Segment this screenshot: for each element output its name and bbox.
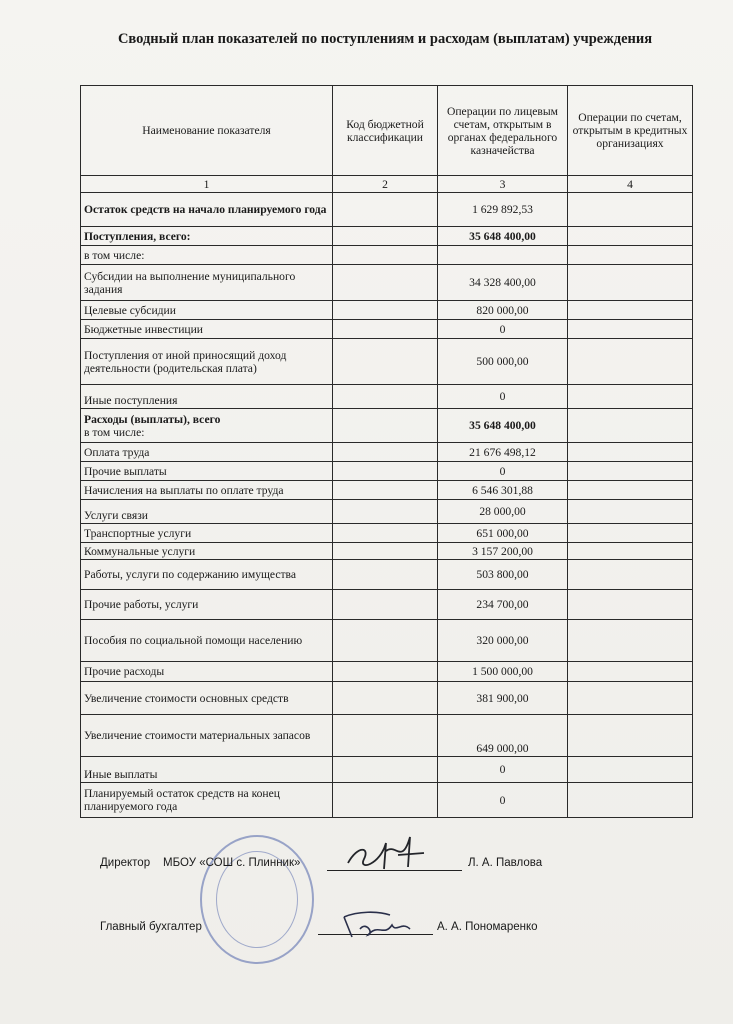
accountant-name: А. А. Пономаренко [437,921,538,933]
row-treasury-value: 0 [438,320,568,339]
table-row [81,757,693,783]
row-name: Иные выплаты [81,757,333,783]
row-code [333,524,438,543]
table-row [81,783,693,818]
table-row [81,481,693,500]
row-treasury-value: 649 000,00 [438,715,568,757]
row-code [333,301,438,320]
row-name-bold: Поступления, всего: [84,229,191,243]
row-credit-value [568,481,693,500]
row-credit-value [568,715,693,757]
header-credit: Операции по счетам, открытым в кредитных организациях [568,86,693,176]
table-row [81,193,693,227]
row-name: Работы, услуги по содержанию имущества [81,560,333,590]
column-number-row [81,176,693,193]
table-row [81,385,693,409]
row-treasury-value: 35 648 400,00 [438,409,568,443]
row-name: Увеличение стоимости основных средств [81,682,333,715]
row-code [333,543,438,560]
row-treasury-value: 381 900,00 [438,682,568,715]
row-name: Увеличение стоимости материальных запасов [81,715,333,757]
table-row [81,265,693,301]
row-code [333,715,438,757]
row-credit-value [568,620,693,662]
row-code [333,662,438,682]
row-name: Поступления от иной приносящий доход деятельности (родительская плата) [81,339,333,385]
row-credit-value [568,543,693,560]
director-role: Директор [100,857,151,869]
table-row [81,462,693,481]
row-code [333,339,438,385]
row-name: Пособия по социальной помощи населению [81,620,333,662]
table-row [81,320,693,339]
row-credit-value [568,409,693,443]
row-treasury-value: 503 800,00 [438,560,568,590]
header-treasury: Операции по лицевым счетам, открытым в органах федерального казначейства [438,86,568,176]
row-name: Планируемый остаток средств на конец планируемого года [81,783,333,818]
table-row [81,590,693,620]
header-budget-code: Код бюджетной классификации [333,86,438,176]
row-credit-value [568,246,693,265]
table-row [81,524,693,543]
row-name: Субсидии на выполнение муниципального задания [81,265,333,301]
row-name: Услуги связи [81,500,333,524]
row-name [81,227,333,246]
table-row [81,715,693,757]
table-row [81,543,693,560]
row-treasury-value: 34 328 400,00 [438,265,568,301]
header-indicator: Наименование показателя [81,86,333,176]
row-treasury-value: 3 157 200,00 [438,543,568,560]
row-treasury-value: 500 000,00 [438,339,568,385]
row-credit-value [568,590,693,620]
row-credit-value [568,339,693,385]
row-treasury-value: 28 000,00 [438,500,568,524]
row-treasury-value: 35 648 400,00 [438,227,568,246]
column-number: 3 [438,176,568,193]
row-treasury-value: 1 500 000,00 [438,662,568,682]
accountant-role: Главный бухгалтер [100,921,202,933]
table-row [81,620,693,662]
row-code [333,265,438,301]
row-name-sub: в том числе: [84,425,145,439]
row-treasury-value: 0 [438,783,568,818]
row-treasury-value [438,246,568,265]
row-credit-value [568,462,693,481]
row-credit-value [568,662,693,682]
row-code [333,682,438,715]
row-credit-value [568,500,693,524]
row-name: Целевые субсидии [81,301,333,320]
plan-table [80,85,693,818]
row-name: Транспортные услуги [81,524,333,543]
table-row [81,443,693,462]
row-code [333,757,438,783]
table-row [81,560,693,590]
column-number: 1 [81,176,333,193]
table-row [81,246,693,265]
table-row [81,662,693,682]
row-credit-value [568,757,693,783]
row-treasury-value: 21 676 498,12 [438,443,568,462]
row-treasury-value: 0 [438,462,568,481]
table-header-row [81,86,693,176]
column-number: 2 [333,176,438,193]
row-treasury-value: 1 629 892,53 [438,193,568,227]
table-row [81,500,693,524]
row-credit-value [568,783,693,818]
row-credit-value [568,385,693,409]
row-name: Начисления на выплаты по оплате труда [81,481,333,500]
row-credit-value [568,524,693,543]
row-name: Коммунальные услуги [81,543,333,560]
row-name-bold: Расходы (выплаты), всего [84,412,221,426]
row-treasury-value: 234 700,00 [438,590,568,620]
accountant-signature [338,903,418,943]
director-signature [340,825,430,875]
row-credit-value [568,443,693,462]
row-code [333,193,438,227]
row-credit-value [568,682,693,715]
row-credit-value [568,560,693,590]
row-treasury-value: 0 [438,385,568,409]
row-code [333,246,438,265]
row-treasury-value: 6 546 301,88 [438,481,568,500]
row-treasury-value: 0 [438,757,568,783]
row-name: Прочие работы, услуги [81,590,333,620]
director-org: МБОУ «СОШ с. Плинник» [163,857,301,869]
table-row [81,339,693,385]
row-code [333,409,438,443]
row-credit-value [568,301,693,320]
row-name: Прочие выплаты [81,462,333,481]
row-code [333,481,438,500]
row-code [333,590,438,620]
column-number: 4 [568,176,693,193]
row-code [333,443,438,462]
row-name: Прочие расходы [81,662,333,682]
row-name: Оплата труда [81,443,333,462]
row-code [333,462,438,481]
row-credit-value [568,265,693,301]
table-row [81,227,693,246]
row-credit-value [568,227,693,246]
row-code [333,783,438,818]
table-row [81,409,693,443]
row-code [333,320,438,339]
row-code [333,620,438,662]
row-name: Бюджетные инвестиции [81,320,333,339]
row-name: в том числе: [81,246,333,265]
director-name: Л. А. Павлова [468,857,543,869]
table-row [81,301,693,320]
document-title: Сводный план показателей по поступлениям и расходам (выплатам) учреждения [117,31,653,47]
row-code [333,560,438,590]
row-name: Остаток средств на начало планируемого года [81,193,333,227]
table-row [81,682,693,715]
row-credit-value [568,320,693,339]
row-credit-value [568,193,693,227]
row-treasury-value: 320 000,00 [438,620,568,662]
official-stamp [200,835,314,964]
row-code [333,385,438,409]
row-treasury-value: 820 000,00 [438,301,568,320]
row-name: Иные поступления [81,385,333,409]
row-code [333,500,438,524]
row-name [81,409,333,443]
row-code [333,227,438,246]
row-treasury-value: 651 000,00 [438,524,568,543]
